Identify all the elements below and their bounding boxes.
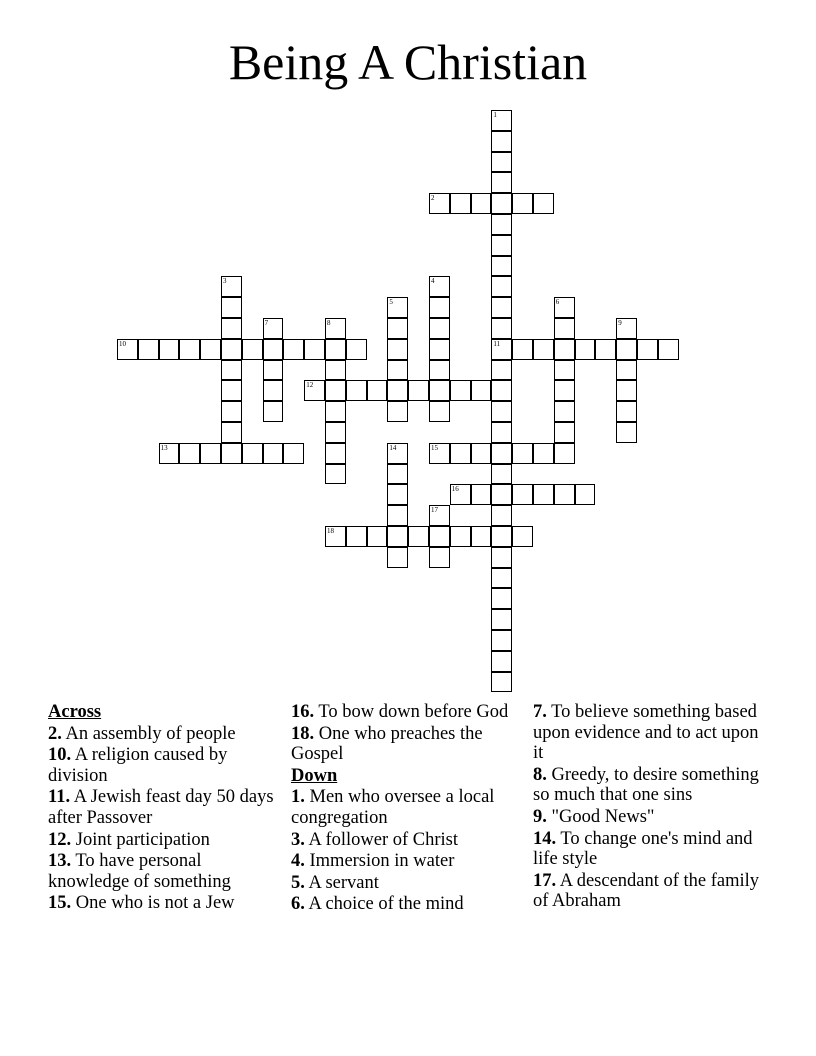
cell-number: 3	[223, 277, 227, 286]
clue-column-2	[291, 702, 516, 916]
clue-number: 3.	[291, 829, 305, 850]
grid-cell[interactable]	[159, 443, 180, 464]
grid-cell[interactable]	[491, 318, 512, 339]
grid-cell[interactable]	[450, 443, 471, 464]
grid-cell[interactable]	[491, 380, 512, 401]
grid-cell[interactable]	[491, 131, 512, 152]
grid-cell[interactable]	[408, 526, 429, 547]
grid-cell[interactable]	[387, 339, 408, 360]
grid-cell[interactable]	[554, 360, 575, 381]
grid-cell[interactable]	[491, 214, 512, 235]
clue-down-14	[533, 829, 773, 870]
grid-cell[interactable]	[575, 484, 596, 505]
grid-cell[interactable]	[512, 193, 533, 214]
clue-number: 14.	[533, 828, 557, 849]
clue-down-4	[291, 851, 516, 872]
grid-cell[interactable]	[387, 547, 408, 568]
across-header: Across	[48, 702, 102, 722]
grid-cell[interactable]	[138, 339, 159, 360]
grid-cell[interactable]	[491, 401, 512, 422]
grid-cell[interactable]	[512, 443, 533, 464]
grid-cell[interactable]	[263, 443, 284, 464]
grid-cell[interactable]	[221, 422, 242, 443]
grid-cell[interactable]	[450, 526, 471, 547]
grid-cell[interactable]	[263, 339, 284, 360]
cell-number: 7	[264, 319, 269, 327]
clue-number: 1.	[291, 787, 305, 808]
clue-down-5	[291, 873, 516, 894]
grid-cell[interactable]	[491, 110, 512, 131]
grid-cell[interactable]	[450, 193, 471, 214]
grid-cell[interactable]	[554, 422, 575, 443]
clue-number: 5.	[291, 872, 305, 893]
grid-cell[interactable]	[408, 380, 429, 401]
grid-cell[interactable]	[346, 380, 367, 401]
clue-down-7	[533, 702, 773, 764]
grid-cell[interactable]	[387, 360, 408, 381]
grid-cell[interactable]	[533, 443, 554, 464]
cell-number: 17	[431, 506, 438, 515]
grid-cell[interactable]	[159, 339, 180, 360]
clue-down-9	[533, 807, 773, 828]
grid-cell[interactable]	[637, 339, 658, 360]
cell-number: 13	[160, 443, 168, 452]
grid-cell[interactable]	[429, 401, 450, 422]
grid-cell[interactable]	[512, 339, 533, 360]
puzzle-title: Being A Christian	[228, 34, 588, 90]
grid-cell[interactable]	[429, 505, 450, 526]
grid-cell[interactable]	[491, 256, 512, 277]
grid-cell[interactable]	[221, 401, 242, 422]
clue-text: A servant	[308, 872, 379, 893]
grid-cell[interactable]	[304, 339, 325, 360]
grid-cell[interactable]	[429, 547, 450, 568]
grid-cell[interactable]	[429, 276, 450, 297]
grid-cell[interactable]	[554, 484, 575, 505]
clue-across-11	[48, 787, 278, 828]
grid-cell[interactable]	[325, 422, 346, 443]
grid-cell[interactable]	[387, 401, 408, 422]
cell-number: 16	[451, 485, 459, 494]
grid-cell[interactable]	[450, 380, 471, 401]
cell-number: 14	[389, 443, 397, 452]
clue-number: 8.	[533, 764, 547, 785]
grid-cell[interactable]	[179, 443, 200, 464]
clue-number: 4.	[291, 851, 305, 872]
grid-cell[interactable]	[491, 588, 512, 609]
clue-text: To have personal knowledge of something	[48, 851, 231, 892]
grid-cell[interactable]	[117, 339, 138, 360]
grid-cell[interactable]	[304, 380, 325, 401]
grid-cell[interactable]	[554, 401, 575, 422]
grid-cell[interactable]	[491, 276, 512, 297]
clue-across-12	[48, 830, 278, 851]
grid-cell[interactable]	[491, 152, 512, 173]
grid-cell[interactable]	[429, 380, 450, 401]
cell-number: 11	[493, 339, 501, 348]
clue-number: 9.	[533, 806, 547, 827]
clue-number: 11.	[48, 787, 71, 808]
grid-cell[interactable]	[346, 526, 367, 547]
cell-number: 1	[493, 111, 497, 119]
grid-cell[interactable]	[554, 318, 575, 339]
clue-text: To believe something based upon evidence and to act upon it	[533, 702, 759, 764]
grid-cell[interactable]	[387, 380, 408, 401]
clue-number: 13.	[48, 851, 72, 872]
clue-down-1	[291, 787, 516, 828]
grid-cell[interactable]	[616, 360, 637, 381]
grid-cell[interactable]	[491, 672, 512, 693]
clue-number: 7.	[533, 702, 547, 722]
grid-cell[interactable]	[491, 464, 512, 485]
grid-cell[interactable]	[325, 443, 346, 464]
clue-text: Greedy, to desire something so much that one sins	[533, 764, 759, 806]
clue-across-18	[291, 724, 516, 765]
grid-cell[interactable]	[367, 380, 388, 401]
grid-cell[interactable]	[512, 526, 533, 547]
clue-text: Immersion in water	[309, 851, 455, 872]
grid-cell[interactable]	[263, 380, 284, 401]
clue-down-3	[291, 830, 516, 851]
clue-text: A choice of the mind	[308, 894, 464, 915]
grid-cell[interactable]	[471, 193, 492, 214]
cell-number: 9	[618, 319, 622, 327]
clue-text: To bow down before God	[318, 702, 509, 722]
grid-cell[interactable]	[595, 339, 616, 360]
grid-cell[interactable]	[429, 193, 450, 214]
grid-cell[interactable]	[533, 193, 554, 214]
grid-cell[interactable]	[325, 526, 346, 547]
clue-across-13	[48, 851, 278, 892]
grid-cell[interactable]	[200, 339, 221, 360]
grid-cell[interactable]	[575, 339, 596, 360]
grid-cell[interactable]	[471, 380, 492, 401]
grid-cell[interactable]	[450, 484, 471, 505]
grid-cell[interactable]	[200, 443, 221, 464]
grid-cell[interactable]	[283, 339, 304, 360]
grid-cell[interactable]	[387, 526, 408, 547]
cell-number: 6	[555, 298, 560, 307]
grid-cell[interactable]	[491, 235, 512, 256]
cell-number: 5	[389, 298, 393, 307]
grid-cell[interactable]	[533, 484, 554, 505]
clue-across-16	[291, 702, 516, 723]
clue-down-8	[533, 765, 773, 806]
grid-cell[interactable]	[471, 484, 492, 505]
cell-number: 4	[431, 277, 435, 286]
cell-number: 15	[431, 443, 438, 452]
clue-column-1	[48, 702, 278, 915]
grid-cell[interactable]	[491, 172, 512, 193]
grid-cell[interactable]	[221, 276, 242, 297]
grid-cell[interactable]	[221, 380, 242, 401]
grid-cell[interactable]	[491, 609, 512, 630]
clue-number: 18.	[291, 723, 315, 744]
cell-number: 2	[431, 194, 435, 203]
clue-number: 2.	[48, 723, 62, 744]
grid-cell[interactable]	[554, 380, 575, 401]
cell-number: 8	[327, 319, 331, 327]
grid-cell[interactable]	[325, 360, 346, 381]
grid-cell[interactable]	[616, 380, 637, 401]
grid-cell[interactable]	[387, 464, 408, 485]
grid-cell[interactable]	[491, 422, 512, 443]
down-header: Down	[291, 765, 338, 786]
grid-cell[interactable]	[616, 401, 637, 422]
clue-across-10	[48, 745, 278, 786]
grid-cell[interactable]	[263, 318, 284, 339]
grid-cell[interactable]	[242, 443, 263, 464]
grid-cell[interactable]	[554, 339, 575, 360]
clue-across-15	[48, 893, 278, 914]
grid-cell[interactable]	[471, 443, 492, 464]
grid-cell[interactable]	[429, 443, 450, 464]
grid-cell[interactable]	[658, 339, 679, 360]
cell-number: 12	[306, 381, 314, 390]
cell-number: 18	[327, 527, 334, 535]
grid-cell[interactable]	[387, 297, 408, 318]
grid-cell[interactable]	[221, 297, 242, 318]
clue-text: To change one's mind and life style	[533, 828, 753, 870]
clue-down-6	[291, 894, 516, 915]
grid-cell[interactable]	[387, 443, 408, 464]
grid-cell[interactable]	[221, 360, 242, 381]
clue-number: 17.	[533, 870, 557, 891]
clue-text: A religion caused by division	[48, 745, 228, 786]
grid-cell[interactable]	[325, 318, 346, 339]
grid-cell[interactable]	[429, 297, 450, 318]
clue-text: One who is not a Jew	[75, 893, 235, 914]
clue-down-17	[533, 871, 773, 912]
clue-text: Joint participation	[75, 829, 210, 850]
grid-cell[interactable]	[491, 651, 512, 672]
grid-cell[interactable]	[491, 443, 512, 464]
grid-cell[interactable]	[387, 505, 408, 526]
grid-cell[interactable]	[429, 318, 450, 339]
clue-number: 6.	[291, 894, 305, 915]
grid-cell[interactable]	[533, 339, 554, 360]
grid-cell[interactable]	[491, 568, 512, 589]
grid-cell[interactable]	[367, 526, 388, 547]
grid-cell[interactable]	[471, 526, 492, 547]
clue-text: Men who oversee a local congregation	[291, 787, 495, 828]
grid-cell[interactable]	[616, 422, 637, 443]
grid-cell[interactable]	[387, 484, 408, 505]
grid-cell[interactable]	[616, 339, 637, 360]
clue-number: 16.	[291, 702, 315, 722]
grid-cell[interactable]	[554, 443, 575, 464]
grid-cell[interactable]	[491, 193, 512, 214]
grid-cell[interactable]	[387, 318, 408, 339]
grid-cell[interactable]	[221, 318, 242, 339]
grid-cell[interactable]	[429, 360, 450, 381]
grid-cell[interactable]	[491, 339, 512, 360]
grid-cell[interactable]	[242, 339, 263, 360]
cell-number: 10	[119, 339, 126, 348]
grid-cell[interactable]	[263, 360, 284, 381]
grid-cell[interactable]	[616, 318, 637, 339]
grid-cell[interactable]	[325, 380, 346, 401]
grid-cell[interactable]	[491, 505, 512, 526]
clue-number: 15.	[48, 893, 72, 914]
clue-text: One who preaches the Gospel	[291, 723, 483, 765]
grid-cell[interactable]	[221, 443, 242, 464]
grid-cell[interactable]	[491, 297, 512, 318]
grid-cell[interactable]	[263, 401, 284, 422]
clue-across-2	[48, 724, 278, 745]
grid-cell[interactable]	[429, 526, 450, 547]
clue-text: A descendant of the family of Abraham	[533, 870, 760, 912]
grid-cell[interactable]	[179, 339, 200, 360]
clue-text: An assembly of people	[65, 723, 236, 744]
grid-cell[interactable]	[491, 360, 512, 381]
clue-text: A follower of Christ	[308, 829, 459, 850]
grid-cell[interactable]	[429, 339, 450, 360]
clue-column-3	[533, 702, 773, 913]
grid-cell[interactable]	[221, 339, 242, 360]
grid-cell[interactable]	[325, 339, 346, 360]
grid-cell[interactable]	[491, 630, 512, 651]
grid-cell[interactable]	[512, 484, 533, 505]
grid-cell[interactable]	[491, 484, 512, 505]
clue-number: 10.	[48, 745, 72, 766]
grid-cell[interactable]	[325, 401, 346, 422]
grid-cell[interactable]	[283, 443, 304, 464]
clue-text: A Jewish feast day 50 days after Passover	[48, 787, 274, 828]
clue-number: 12.	[48, 829, 72, 850]
grid-cell[interactable]	[554, 297, 575, 318]
grid-cell[interactable]	[491, 526, 512, 547]
grid-cell[interactable]	[491, 547, 512, 568]
grid-cell[interactable]	[346, 339, 367, 360]
grid-cell[interactable]	[325, 464, 346, 485]
clue-text: "Good News"	[551, 806, 655, 827]
